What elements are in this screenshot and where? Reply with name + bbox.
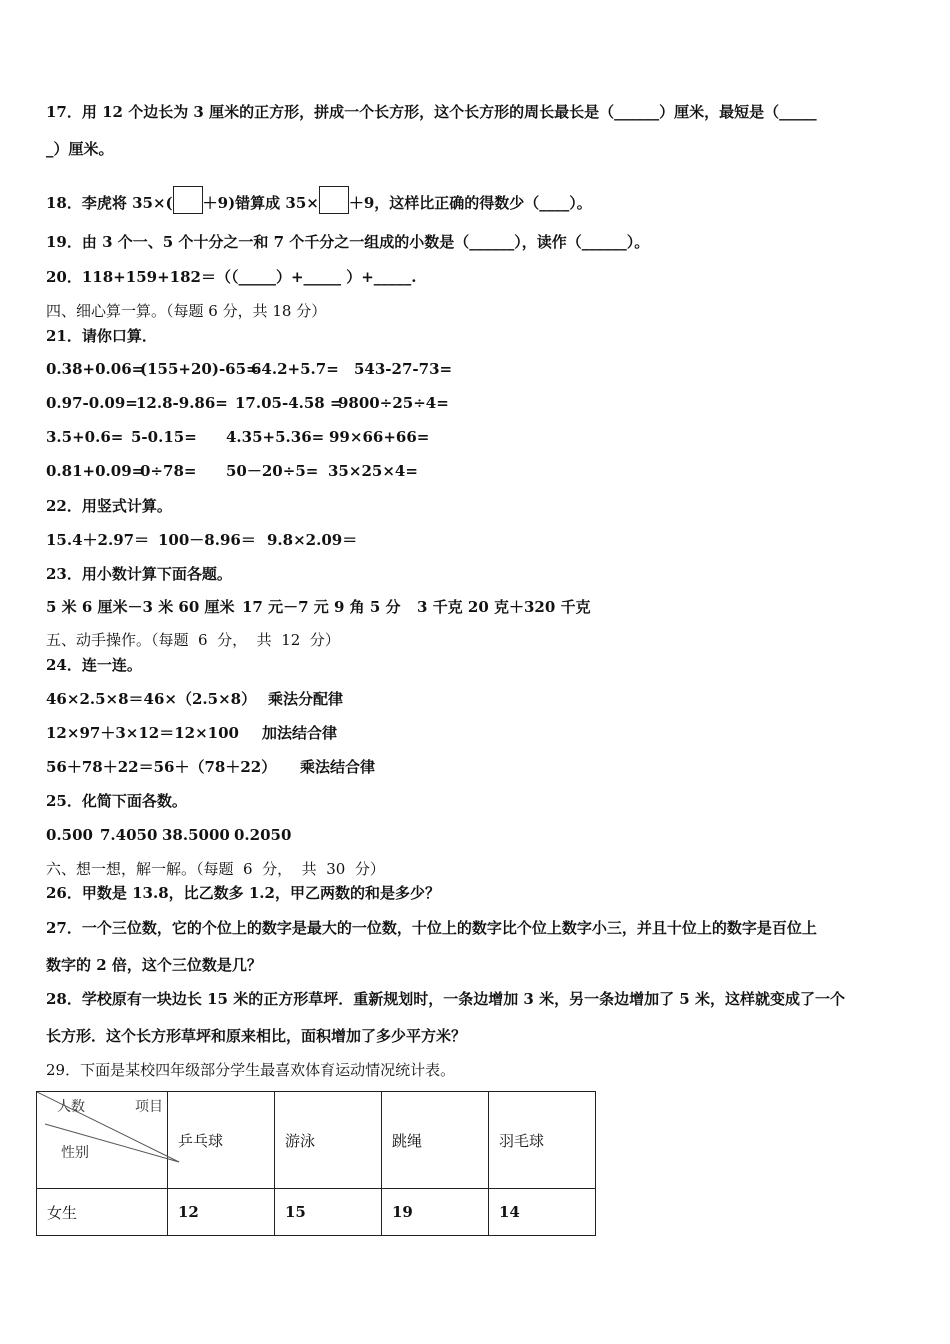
calc-item: 100－8.96＝ bbox=[158, 531, 256, 549]
calc-item: (155+20)-65= bbox=[140, 360, 259, 378]
diagonal-header-cell bbox=[37, 1092, 168, 1189]
calc-item: 99×66+66= bbox=[329, 428, 430, 446]
q27-line1: 27．一个三位数，它的个位上的数字是最大的一位数，十位上的数字比个位上数字小三，并且十位上的数字是百位上 bbox=[46, 919, 817, 937]
number-item: 0.2050 bbox=[234, 826, 292, 844]
q25-items bbox=[46, 825, 292, 845]
q24-pair-3 bbox=[46, 757, 376, 777]
q21-row-3 bbox=[46, 427, 430, 447]
q18-part3: ＋9，这样比正确的得数少（____）。 bbox=[348, 194, 592, 212]
q29-title: 29．下面是某校四年级部分学生最喜欢体育运动情况统计表。 bbox=[46, 1061, 456, 1079]
q17-line1: 17．用 12 个边长为 3 厘米的正方形，拼成一个长方形，这个长方形的周长最长是（______）厘米，最短是（_____ bbox=[46, 103, 817, 121]
number-item: 0.500 bbox=[46, 826, 93, 844]
q21-row-1 bbox=[46, 359, 453, 379]
answer-box[interactable] bbox=[173, 186, 203, 214]
cell-value: 14 bbox=[489, 1189, 596, 1236]
q25-title: 25．化简下面各数。 bbox=[46, 792, 187, 810]
expression: 12×97＋3×12＝12×100 bbox=[46, 724, 239, 742]
expression: 56＋78＋22＝56＋（78＋22） bbox=[46, 758, 277, 776]
calc-item: 4.35+5.36= bbox=[226, 428, 325, 446]
calc-item: 15.4＋2.97＝ bbox=[46, 531, 150, 549]
corner-top-label: 人数 bbox=[57, 1099, 85, 1115]
calc-item: 5 米 6 厘米－3 米 60 厘米 bbox=[46, 598, 235, 616]
calc-item: 543-27-73= bbox=[354, 360, 453, 378]
sports-stats-table bbox=[36, 1091, 596, 1236]
q19: 19．由 3 个一、5 个十分之一和 7 个千分之一组成的小数是（______），读作（______）。 bbox=[46, 233, 650, 251]
calc-item: 0.38+0.06= bbox=[46, 360, 145, 378]
q22-items bbox=[46, 530, 358, 550]
header-jumprope: 跳绳 bbox=[382, 1092, 489, 1189]
q18-part2: ＋9)错算成 35× bbox=[202, 194, 319, 212]
calc-item: 50－20÷5= bbox=[226, 462, 319, 480]
q24-pair-1 bbox=[46, 689, 344, 709]
q20: 20．118+159+182＝（（_____）+_____ ）+_____. bbox=[46, 268, 417, 286]
calc-item: 35×25×4= bbox=[328, 462, 418, 480]
q21-row-2 bbox=[46, 393, 449, 413]
number-item: 38.5000 bbox=[162, 826, 230, 844]
calc-item: 5-0.15= bbox=[131, 428, 197, 446]
cell-value: 12 bbox=[168, 1189, 275, 1236]
cell-value: 19 bbox=[382, 1189, 489, 1236]
calc-item: 17 元－7 元 9 角 5 分 bbox=[242, 598, 401, 616]
calc-item: 0.81+0.09= bbox=[46, 462, 145, 480]
calc-item: 3.5+0.6= bbox=[46, 428, 124, 446]
section-4-heading: 四、细心算一算。（每题 6 分，共 18 分） bbox=[46, 302, 327, 320]
law-label: 加法结合律 bbox=[262, 724, 338, 742]
row-label-girls: 女生 bbox=[37, 1189, 168, 1236]
table-row bbox=[37, 1189, 596, 1236]
calc-item: 17.05-4.58 = bbox=[235, 394, 343, 412]
q28-line2: 长方形．这个长方形草坪和原来相比，面积增加了多少平方米？ bbox=[46, 1027, 467, 1045]
q23-title: 23．用小数计算下面各题。 bbox=[46, 565, 232, 583]
header-badminton: 羽毛球 bbox=[489, 1092, 596, 1189]
expression: 46×2.5×8＝46×（2.5×8） bbox=[46, 690, 257, 708]
corner-right-label: 项目 bbox=[135, 1099, 163, 1115]
section-5-heading: 五、动手操作。（每题 6 分， 共 12 分） bbox=[46, 631, 340, 649]
section-6-heading: 六、想一想，解一解。（每题 6 分， 共 30 分） bbox=[46, 860, 385, 878]
calc-item: 3 千克 20 克＋320 千克 bbox=[417, 598, 591, 616]
q21-row-4 bbox=[46, 461, 418, 481]
q18-part1: 18．李虎将 35×( bbox=[46, 194, 173, 212]
corner-bottom-label: 性别 bbox=[61, 1145, 89, 1161]
calc-item: 64.2+5.7= bbox=[251, 360, 339, 378]
q24-title: 24．连一连。 bbox=[46, 656, 142, 674]
calc-item: 0÷78= bbox=[140, 462, 197, 480]
number-item: 7.4050 bbox=[100, 826, 158, 844]
calc-item: 9800÷25÷4= bbox=[338, 394, 449, 412]
q24-pair-2 bbox=[46, 723, 338, 743]
q18 bbox=[46, 186, 592, 214]
answer-box[interactable] bbox=[319, 186, 349, 214]
header-swimming: 游泳 bbox=[275, 1092, 382, 1189]
q23-items bbox=[46, 597, 591, 617]
q17-line2: _）厘米。 bbox=[46, 140, 114, 158]
q22-title: 22．用竖式计算。 bbox=[46, 497, 172, 515]
calc-item: 12.8-9.86= bbox=[136, 394, 228, 412]
table-header-row bbox=[37, 1092, 596, 1189]
law-label: 乘法结合律 bbox=[300, 758, 376, 776]
q21-title: 21．请你口算． bbox=[46, 327, 157, 345]
header-pingpong: 乒乓球 bbox=[168, 1092, 275, 1189]
q26: 26．甲数是 13.8，比乙数多 1.2，甲乙两数的和是多少？ bbox=[46, 884, 440, 902]
calc-item: 0.97-0.09= bbox=[46, 394, 138, 412]
law-label: 乘法分配律 bbox=[268, 690, 344, 708]
q28-line1: 28．学校原有一块边长 15 米的正方形草坪．重新规划时，一条边增加 3 米，另一条边增加了 5 米，这样就变成了一个 bbox=[46, 990, 845, 1008]
calc-item: 9.8×2.09＝ bbox=[267, 531, 358, 549]
q27-line2: 数字的 2 倍，这个三位数是几？ bbox=[46, 956, 262, 974]
cell-value: 15 bbox=[275, 1189, 382, 1236]
